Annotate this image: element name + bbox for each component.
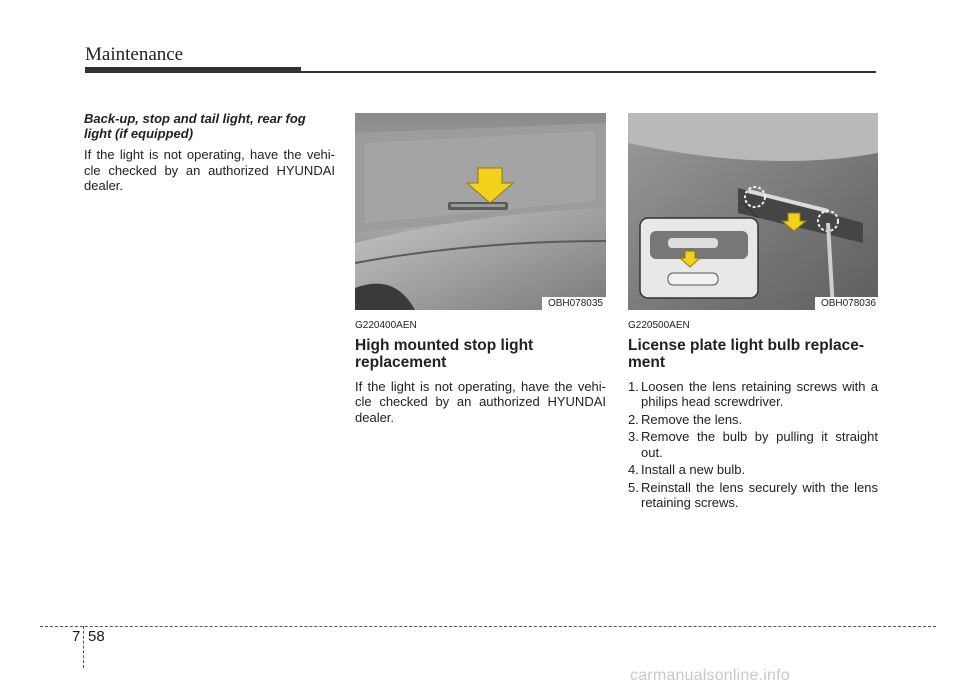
section-heading: High mounted stop light replacement [355,336,534,371]
section-code: G220500AEN [628,320,690,331]
step-item: 4. Install a new bulb. [628,462,746,477]
column-rear-lights [84,111,335,194]
footer-divider [83,626,84,668]
section-paragraph: If the light is not operating, have the vehi-cle checked by an authorized HYUNDAI dealer. [355,378,606,425]
column-license-plate-light [628,113,878,513]
footer-rule [40,626,936,627]
paragraph-rear-lights: If the light is not operating, have the vehi-cle checked by an authorized HYUNDAI dealer. [84,147,335,193]
photo-caption: OBH078036 [815,297,879,310]
section-code: G220400AEN [355,320,417,331]
page-number: 58 [88,628,105,645]
replacement-steps [628,379,878,511]
license-plate-light-illustration [628,113,878,310]
step-item: 2. Remove the lens. [628,411,743,427]
column-high-mounted-stop-light [355,113,606,425]
subheading-rear-lights: Back-up, stop and tail light, rear fog light (if equipped) [84,111,306,141]
step-item: 5. Reinstall the lens securely with the lens retaining screws. [628,479,878,510]
page-title: Maintenance [85,44,184,65]
photo-high-mounted-stop-light [355,113,606,310]
photo-license-plate-light [628,113,879,310]
photo-caption: OBH078035 [542,297,606,310]
rear-window-illustration [355,113,606,310]
step-item: 3. Remove the bulb by pulling it straight out. [628,429,878,460]
step-item: 1. Loosen the lens retaining screws with a philips head screwdriver. [628,378,878,409]
chapter-number: 7 [72,628,81,645]
section-heading: License plate light bulb replace-ment [628,336,864,371]
watermark: carmanualsonline.info [630,667,790,684]
header-rule [85,71,876,73]
